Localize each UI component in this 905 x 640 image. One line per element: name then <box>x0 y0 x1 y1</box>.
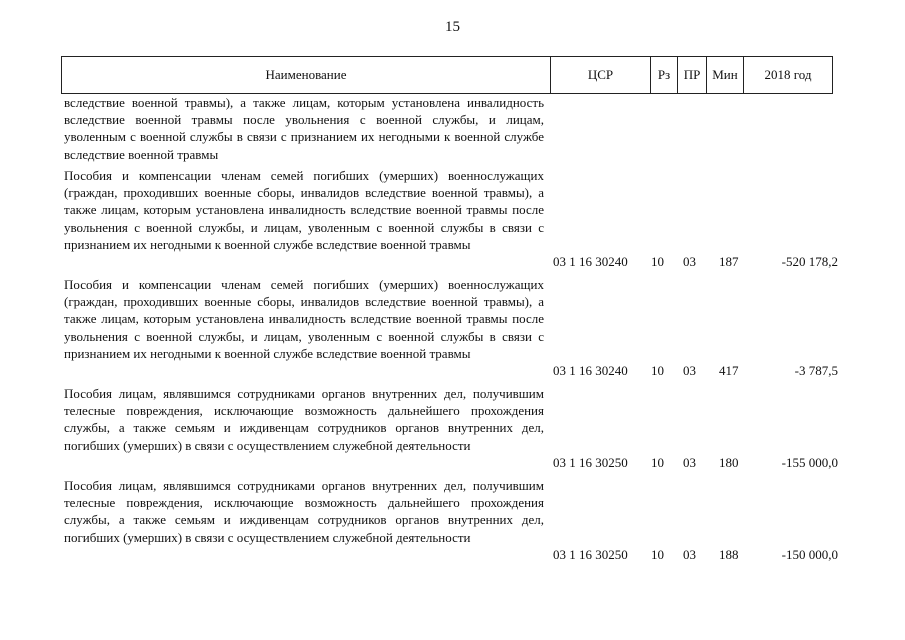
header-min: Мин <box>707 57 744 94</box>
row-min: 417 <box>719 362 739 378</box>
row-pr: 03 <box>683 546 696 562</box>
table-row <box>64 167 844 270</box>
table-header <box>61 56 833 94</box>
header-name: Наименование <box>62 57 551 94</box>
row-rz: 10 <box>651 253 664 269</box>
row-min: 187 <box>719 253 739 269</box>
page-number: 15 <box>445 19 460 35</box>
row-min: 180 <box>719 454 739 470</box>
row-pr: 03 <box>683 454 696 470</box>
row-name: Пособия лицам, являвшимся сотрудниками органов внутренних дел, получившим телесные повреждения, исключающие возможность дальнейшего прохождения службы, а также семьям и иждивенцам сотрудников органов внутренних дел, погибших (умерших) в связи с осуществлением служебной деятельности <box>64 478 544 545</box>
table-row <box>64 94 844 163</box>
row-rz: 10 <box>651 546 664 562</box>
table-row <box>64 276 844 379</box>
header-row <box>62 57 833 94</box>
row-name: Пособия лицам, являвшимся сотрудниками органов внутренних дел, получившим телесные повреждения, исключающие возможность дальнейшего прохождения службы, а также семьям и иждивенцам сотрудников органов внутренних дел, погибших (умерших) в связи с осуществлением служебной деятельности <box>64 386 544 453</box>
row-name: вследствие военной травмы), а также лицам, которым установлена инвалидность вследствие военной травмы после увольнения с военной службы, и лицам, уволенным с военной службы в связи с признанием их негодными к военной службе вследствие военной травмы <box>64 95 544 162</box>
row-sum: -150 000,0 <box>781 546 838 562</box>
header-rz: Рз <box>651 57 678 94</box>
row-pr: 03 <box>683 253 696 269</box>
header-year: 2018 год <box>744 57 833 94</box>
row-sum: -520 178,2 <box>781 253 838 269</box>
row-csr: 03 1 16 30240 <box>553 362 628 378</box>
table-row <box>64 385 844 471</box>
row-pr: 03 <box>683 362 696 378</box>
row-rz: 10 <box>651 454 664 470</box>
table-row <box>64 477 844 563</box>
row-csr: 03 1 16 30250 <box>553 546 628 562</box>
row-min: 188 <box>719 546 739 562</box>
row-sum: -155 000,0 <box>781 454 838 470</box>
row-sum: -3 787,5 <box>794 362 838 378</box>
row-rz: 10 <box>651 362 664 378</box>
row-name: Пособия и компенсации членам семей погибших (умерших) военнослужащих (граждан, проходивших военные сборы, инвалидов вследствие военной травмы), а также лицам, которым установлена инвалидность вследствие военной травмы после увольнения с военной службы, и лицам, уволенным с военной службы в связи с признанием их негодными к военной службе вследствие военной травмы <box>64 168 544 252</box>
header-csr: ЦСР <box>551 57 651 94</box>
row-name: Пособия и компенсации членам семей погибших (умерших) военнослужащих (граждан, проходивших военные сборы, инвалидов вследствие военной травмы), а также лицам, которым установлена инвалидность вследствие военной травмы после увольнения с военной службы, и лицам, уволенным с военной службы в связи с признанием их негодными к военной службе вследствие военной травмы <box>64 277 544 361</box>
row-csr: 03 1 16 30240 <box>553 253 628 269</box>
header-pr: ПР <box>678 57 707 94</box>
row-csr: 03 1 16 30250 <box>553 454 628 470</box>
